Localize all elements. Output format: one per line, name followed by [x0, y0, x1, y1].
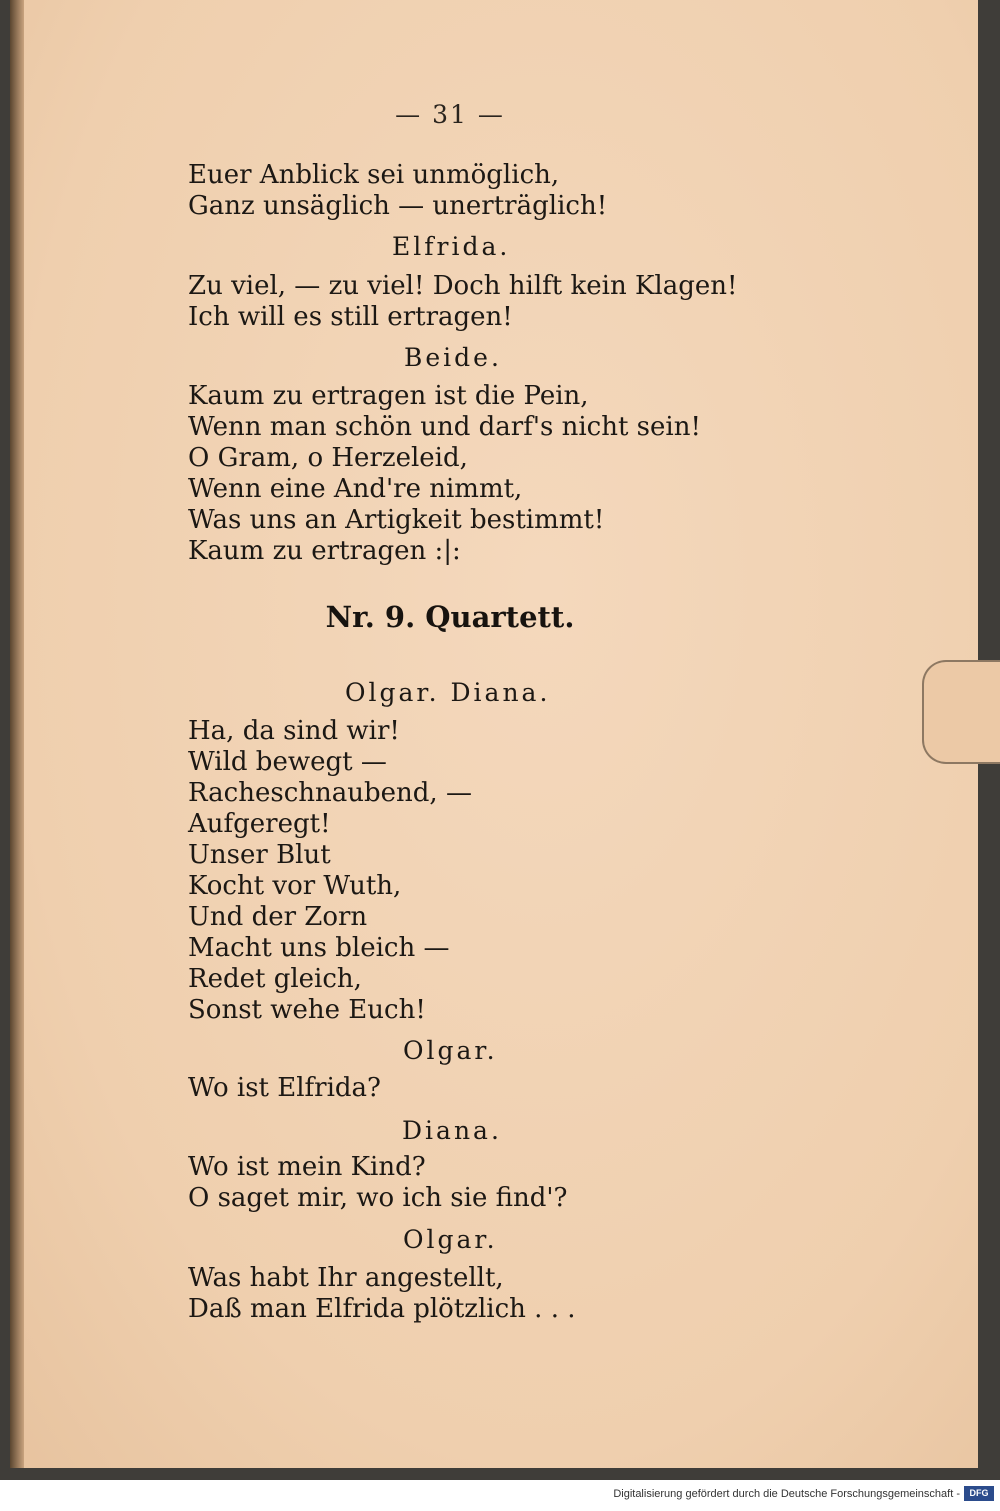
verse-block-6 — [188, 1152, 567, 1214]
verse-block-5 — [188, 1073, 381, 1104]
digitization-footer — [0, 1480, 1000, 1511]
speaker-label-beide: Beide. — [404, 343, 502, 372]
verse-line: O saget mir, wo ich sie find'? — [188, 1183, 568, 1213]
verse-line: Racheschnaubend, — — [188, 778, 472, 808]
verse-line: Was habt Ihr angestellt, — [188, 1263, 504, 1293]
verse-line: Kocht vor Wuth, — [188, 871, 402, 901]
verse-line: Euer Anblick sei unmöglich, — [188, 160, 560, 190]
verse-line: O Gram, o Herzeleid, — [188, 443, 468, 473]
verse-line: Zu viel, — zu viel! Doch hilft kein Klagen! — [188, 271, 738, 301]
verse-line: Wenn man schön und darf's nicht sein! — [188, 412, 701, 442]
verse-line: Wenn eine And're nimmt, — [188, 474, 523, 504]
page-tab-notch — [922, 660, 1000, 764]
verse-line: Wild bewegt — — [188, 747, 387, 777]
dfg-logo: DFG — [964, 1486, 994, 1501]
verse-line: Ha, da sind wir! — [188, 716, 400, 746]
verse-line: Wo ist mein Kind? — [188, 1152, 426, 1182]
verse-line: Kaum zu ertragen :|: — [188, 536, 461, 566]
verse-line: Sonst wehe Euch! — [188, 995, 426, 1025]
verse-line: Und der Zorn — [188, 902, 368, 932]
verse-line: Ganz unsäglich — unerträglich! — [188, 191, 608, 221]
speaker-label-olgar: Olgar. — [403, 1225, 498, 1254]
verse-line: Daß man Elfrida plötzlich . . . — [188, 1294, 576, 1324]
verse-line: Kaum zu ertragen ist die Pein, — [188, 381, 589, 411]
section-heading: Nr. 9. Quartett. — [325, 600, 575, 634]
verse-block-1 — [188, 160, 607, 222]
speaker-label-elfrida: Elfrida. — [392, 232, 511, 261]
verse-line: Wo ist Elfrida? — [188, 1073, 381, 1103]
speaker-label-olgar: Olgar. — [403, 1036, 498, 1065]
verse-block-4 — [188, 716, 472, 1026]
page-binding-edge — [10, 0, 24, 1468]
verse-block-7 — [188, 1263, 576, 1325]
page-number: — 31 — — [395, 100, 505, 129]
verse-line: Macht uns bleich — — [188, 933, 450, 963]
speaker-label-olgar-diana: Olgar. Diana. — [345, 678, 551, 707]
verse-line: Was uns an Artigkeit bestimmt! — [188, 505, 605, 535]
verse-line: Unser Blut — [188, 840, 331, 870]
verse-block-2 — [188, 271, 737, 333]
verse-line: Ich will es still ertragen! — [188, 302, 513, 332]
speaker-label-diana: Diana. — [402, 1116, 502, 1145]
verse-line: Aufgeregt! — [188, 809, 331, 839]
verse-line: Redet gleich, — [188, 964, 362, 994]
funding-credit: Digitalisierung gefördert durch die Deutsche Forschungsgemeinschaft - — [613, 1488, 960, 1500]
verse-block-3 — [188, 381, 701, 567]
